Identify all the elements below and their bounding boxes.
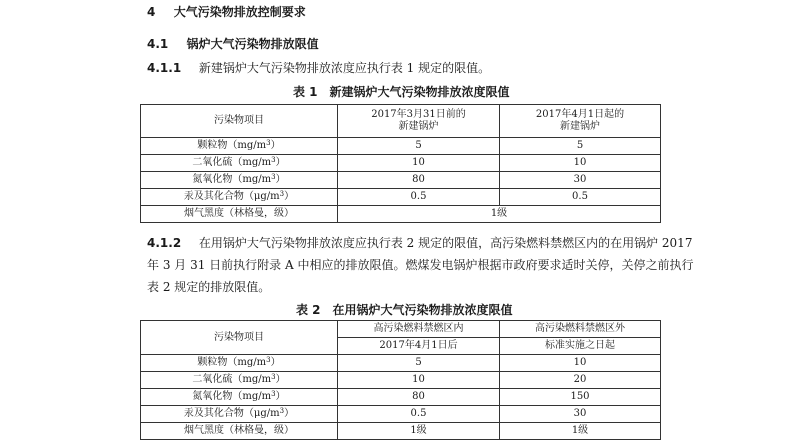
table-row bbox=[141, 155, 661, 172]
table2-header-col1-sub: 2017年4月1日后 bbox=[338, 338, 500, 355]
table-row bbox=[141, 138, 661, 155]
table1 bbox=[140, 104, 661, 223]
clause-4-1-2-line2: 年 3 月 31 日前执行附录 A 中相应的排放限值。燃煤发电锅炉根据市政府要求适时关停，关停之前执行 bbox=[147, 258, 694, 272]
table2-row-label: 颗粒物$(mg/m^3)$ bbox=[141, 355, 338, 372]
table2-header-col2-sub: 标准实施之日起 bbox=[500, 338, 661, 355]
table-row bbox=[141, 423, 661, 440]
section-heading bbox=[147, 4, 306, 20]
table1-header-row bbox=[141, 105, 661, 138]
table1-caption: 表 1 新建锅炉大气污染物排放浓度限值 bbox=[293, 85, 510, 99]
subsection-title: 锅炉大气污染物排放限值 bbox=[186, 37, 319, 51]
table1-cell: 10 bbox=[500, 155, 661, 172]
clause-4-1-2-line3: 表 2 规定的排放限值。 bbox=[147, 280, 271, 294]
table2-cell: 1级 bbox=[500, 423, 661, 440]
table-row bbox=[141, 372, 661, 389]
table1-cell: 10 bbox=[338, 155, 500, 172]
table1-cell: 80 bbox=[338, 172, 500, 189]
table1-cell: 0.5 bbox=[500, 189, 661, 206]
table2-row-label: 汞及其化合物$(\mu g/m^3)$ bbox=[141, 406, 338, 423]
table2-row-label: 二氧化硫$(mg/m^3)$ bbox=[141, 372, 338, 389]
table2-cell: 0.5 bbox=[338, 406, 500, 423]
table1-col2-line1: 2017年4月1日起的 bbox=[535, 109, 625, 120]
table-row bbox=[141, 355, 661, 372]
table1-row-label: 颗粒物$(mg/m^3)$ bbox=[141, 138, 338, 155]
table1-row-label: 烟气黑度（林格曼，级） bbox=[141, 206, 338, 223]
clause-4-1-1 bbox=[147, 60, 490, 76]
table2-cell: 10 bbox=[500, 355, 661, 372]
table1-row-label: 氮氧化物$(mg/m^3)$ bbox=[141, 172, 338, 189]
table2-header-col1: 高污染燃料禁燃区内 bbox=[338, 321, 500, 338]
clause-4-1-2-line1 bbox=[147, 235, 692, 251]
clause-number: 4.1.1 bbox=[147, 61, 182, 75]
table1-col1-line2: 新建锅炉 bbox=[398, 121, 439, 132]
table2-cell: 150 bbox=[500, 389, 661, 406]
table2-header-row1 bbox=[141, 321, 661, 338]
table2-row-label: 氮氧化物$(mg/m^3)$ bbox=[141, 389, 338, 406]
table2-cell: 10 bbox=[338, 372, 500, 389]
table2-caption: 表 2 在用锅炉大气污染物排放浓度限值 bbox=[296, 303, 513, 317]
table-row bbox=[141, 389, 661, 406]
section-title: 大气污染物排放控制要求 bbox=[173, 5, 306, 19]
table1-row-label: 汞及其化合物$(\mu g/m^3)$ bbox=[141, 189, 338, 206]
table1-header-col1 bbox=[338, 105, 500, 138]
table1-cell: 0.5 bbox=[338, 189, 500, 206]
table-row bbox=[141, 172, 661, 189]
table2-cell: 80 bbox=[338, 389, 500, 406]
table2-cell: 1级 bbox=[338, 423, 500, 440]
table1-merged-cell: 1级 bbox=[338, 206, 661, 223]
table2-header-item: 污染物项目 bbox=[141, 321, 338, 355]
table2-cell: 30 bbox=[500, 406, 661, 423]
table1-cell: 5 bbox=[500, 138, 661, 155]
table1-col1-line1: 2017年3月31日前的 bbox=[371, 109, 466, 120]
table2-cell: 5 bbox=[338, 355, 500, 372]
table-row bbox=[141, 189, 661, 206]
subsection-heading bbox=[147, 36, 319, 52]
clause-text: 新建锅炉大气污染物排放浓度应执行表 1 规定的限值。 bbox=[198, 61, 491, 75]
table2-header-col2: 高污染燃料禁燃区外 bbox=[500, 321, 661, 338]
clause-number: 4.1.2 bbox=[147, 236, 182, 250]
table1-header-col2 bbox=[500, 105, 661, 138]
table-row bbox=[141, 206, 661, 223]
table2-cell: 20 bbox=[500, 372, 661, 389]
table2-row-label: 烟气黑度（林格曼，级） bbox=[141, 423, 338, 440]
section-number: 4 bbox=[147, 5, 156, 19]
table1-col2-line2: 新建锅炉 bbox=[560, 121, 600, 132]
table1-cell: 5 bbox=[338, 138, 500, 155]
clause-text: 在用锅炉大气污染物排放浓度应执行表 2 规定的限值，高污染燃料禁燃区内的在用锅炉 2017 bbox=[198, 236, 693, 250]
table-row bbox=[141, 406, 661, 423]
table1-row-label: 二氧化硫$(mg/m^3)$ bbox=[141, 155, 338, 172]
table1-cell: 30 bbox=[500, 172, 661, 189]
table2 bbox=[140, 320, 661, 440]
subsection-number: 4.1 bbox=[147, 37, 169, 51]
table1-header-item: 污染物项目 bbox=[141, 105, 338, 138]
